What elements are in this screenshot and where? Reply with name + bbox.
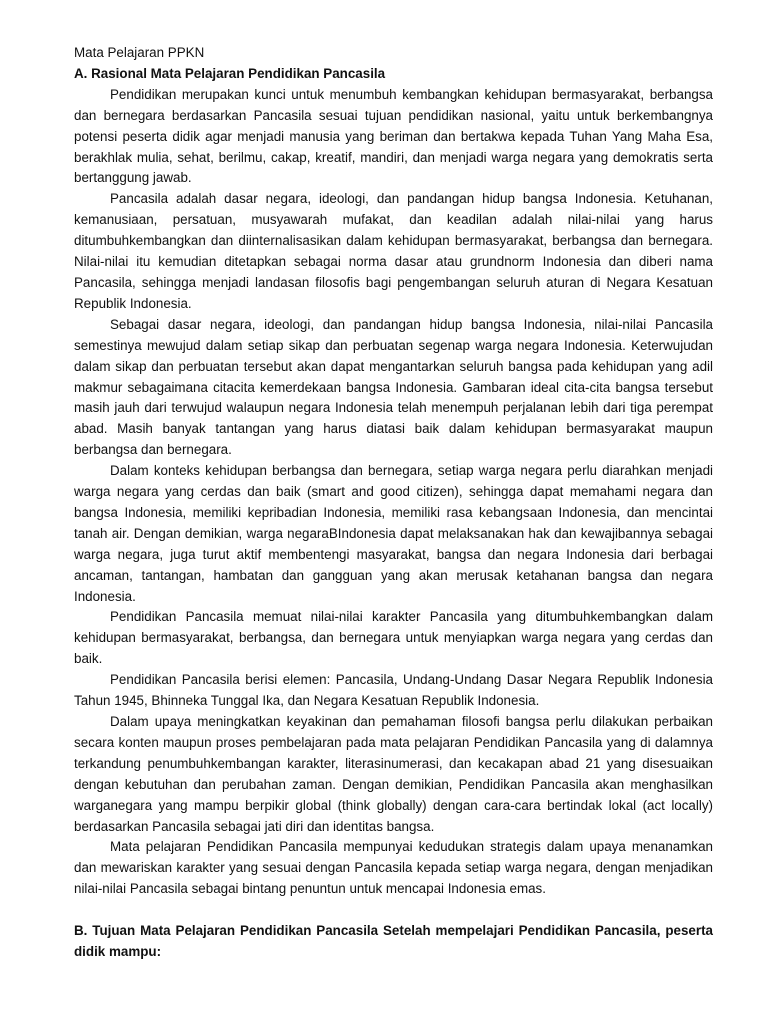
paragraph-nilai-karakter: Pendidikan Pancasila memuat nilai-nilai karakter Pancasila yang ditumbuhkembangkan dalam kehidupan bermasyarakat, berbangsa, dan bernegara untuk menyiapkan warga negara yang cerdas dan baik. <box>74 609 713 667</box>
paragraph-konteks-kehidupan: Dalam konteks kehidupan berbangsa dan bernegara, setiap warga negara perlu diarahkan menjadi warga negara yang cerdas dan baik (smart and good citizen), sehingga dapat memahami negara dan bangsa Indonesia, memiliki kepribadian Indonesia, memiliki rasa kebangsaan Indonesia, dan mencintai tanah air. Dengan demikian, warga negaraBIndonesia dapat melaksanakan hak dan kewajibannya sebagai warga negara, juga turut aktif membentengi masyarakat, bangsa dan negara Indonesia dari berbagai ancaman, tantangan, hambatan dan gangguan yang akan merusak ketahanan bangsa dan negara Indonesia. <box>74 463 713 604</box>
paragraph-elemen: Pendidikan Pancasila berisi elemen: Pancasila, Undang-Undang Dasar Negara Republik Indonesia Tahun 1945, Bhinneka Tunggal Ika, dan Negara Kesatuan Republik Indonesia. <box>74 672 713 709</box>
paragraph-pancasila-dasar-negara: Pancasila adalah dasar negara, ideologi, dan pandangan hidup bangsa Indonesia. Ketuhanan, kemanusiaan, persatuan, musyawarah mufakat, dan keadilan adalah nilai-nilai yang harus ditumbuhkembangkan dan diinternalisasikan dalam kehidupan bermasyarakat, berbangsa dan bernegara. Nilai-nilai itu kemudian ditetapkan sebagai norma dasar atau grundnorm Indonesia dan diberi nama Pancasila, sehingga menjadi landasan filosofis bagi pengembangan seluruh aturan di Negara Kesatuan Republik Indonesia. <box>74 191 713 311</box>
document-body <box>74 43 713 963</box>
paragraph-sebagai-dasar-negara: Sebagai dasar negara, ideologi, dan pandangan hidup bangsa Indonesia, nilai-nilai Pancasila semestinya mewujud dalam setiap sikap dan perbuatan segenap warga negara Indonesia. Keterwujudan dalam sikap dan perbuatan tersebut akan dapat mengantarkan seluruh bangsa pada kehidupan yang adil makmur sebagaimana citacita kemerdekaan bangsa Indonesia. Gambaran ideal cita-cita bangsa tersebut masih jauh dari terwujud walaupun negara Indonesia telah menempuh perjalanan lebih dari tiga perempat abad. Masih banyak tantangan yang harus diatasi baik dalam kehidupan bermasyarakat maupun berbangsa dan bernegara. <box>74 316 713 458</box>
section-b-heading: B. Tujuan Mata Pelajaran Pendidikan Pancasila Setelah mempelajari Pendidikan Pancasila, peserta didik mampu: <box>74 923 713 959</box>
section-a-heading: A. Rasional Mata Pelajaran Pendidikan Pancasila <box>74 65 386 81</box>
paragraph-upaya-meningkatkan: Dalam upaya meningkatkan keyakinan dan pemahaman filosofi bangsa perlu dilakukan perbaikan secara konten maupun proses pembelajaran pada mata pelajaran Pendidikan Pancasila yang di dalamnya terkandung penumbuhkembangan karakter, literasinumerasi, dan kecakapan abad 21 yang disesuaikan dengan kebutuhan dan perubahan zaman. Dengan demikian, Pendidikan Pancasila akan menghasilkan warganegara yang mampu berpikir global (think globally) dengan cara-cara bertindak lokal (act locally) berdasarkan Pancasila sebagai jati diri dan identitas bangsa. <box>74 714 713 834</box>
paragraph-pendidikan: Pendidikan merupakan kunci untuk menumbuh kembangkan kehidupan bermasyarakat, berbangsa dan bernegara berdasarkan Pancasila sesuai tujuan pendidikan nasional, yaitu untuk berkembangnya potensi peserta didik agar menjadi manusia yang beriman dan bertakwa kepada Tuhan Yang Maha Esa, berakhlak mulia, sehat, berilmu, cakap, kreatif, mandiri, dan menjadi warga negara yang demokratis serta bertanggung jawab. <box>74 86 713 186</box>
subject-title: Mata Pelajaran PPKN <box>74 45 205 60</box>
paragraph-kedudukan-strategis: Mata pelajaran Pendidikan Pancasila mempunyai kedudukan strategis dalam upaya menanamkan dan mewariskan karakter yang sesuai dengan Pancasila kepada setiap warga negara, dengan menjadikan nilai-nilai Pancasila sebagai bintang penuntun untuk mencapai Indonesia emas. <box>74 839 713 897</box>
